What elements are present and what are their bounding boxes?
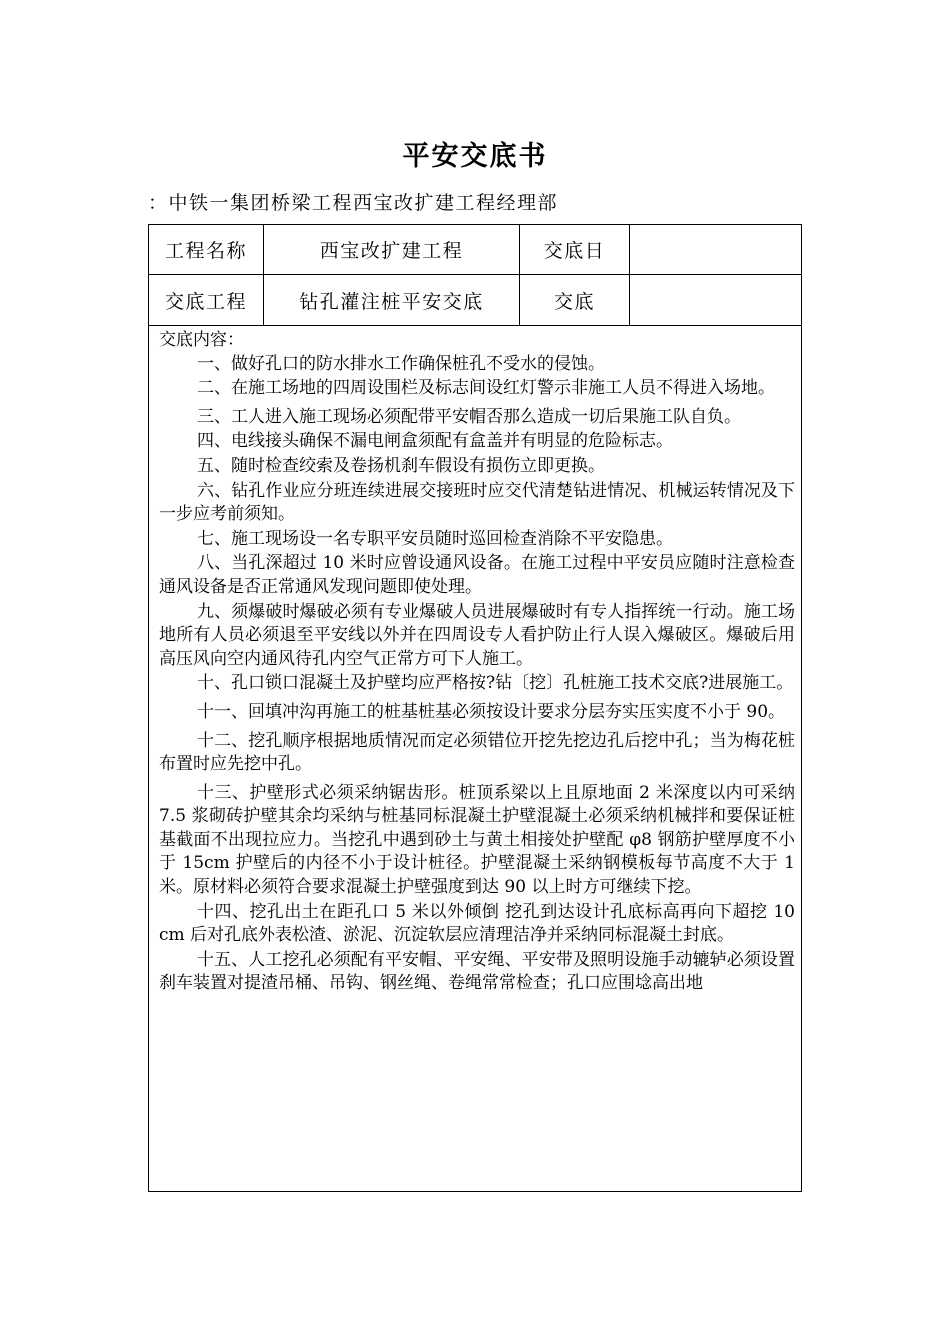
list-item: 十五、人工挖孔必须配有平安帽、平安绳、平安带及照明设施手动辘轳必须设置刹车装置对提渣吊桶、吊钩、钢丝绳、卷绳常常检查；孔口应围埝高出地 xyxy=(159,949,795,994)
content-heading: 交底内容： xyxy=(159,330,244,350)
list-item: 九、须爆破时爆破必须有专业爆破人员进展爆破时有专人指挥统一行动。施工场地所有人员必须退至平安线以外并在四周设专人看护防止行人误入爆破区。爆破后用高压风向空内通风待孔内空气正常方可下人施工。 xyxy=(159,601,795,669)
handover-project-label: 交底工程 xyxy=(164,290,247,313)
list-item: 十二、挖孔顺序根据地质情况而定必须错位开挖先挖边孔后挖中孔；当为梅花桩布置时应先挖中孔。 xyxy=(159,730,795,775)
list-item: 二、在施工场地的四周设围栏及标志间设红灯警示非施工人员不得进入场地。 xyxy=(197,378,775,399)
handover-table xyxy=(148,224,802,1192)
table-divider xyxy=(149,325,801,326)
list-item: 七、施工现场设一名专职平安员随时巡回检查消除不平安隐患。 xyxy=(197,528,673,549)
handover-content xyxy=(159,329,795,997)
handover-project-value: 钻孔灌注桩平安交底 xyxy=(299,290,484,313)
handover-by-value xyxy=(630,275,801,325)
list-item: 十三、护壁形式必须采纳锯齿形。桩顶系梁以上且原地面 2 米深度以内可采纳 7.5 浆砌砖护壁其余均采纳与桩基同标混凝土护壁混凝土必须采纳机械拌和要保证桩基截面不出现拉应力。当挖孔中遇到砂土与黄土相接处护壁配 φ8 钢筋护壁厚度不小于 15cm 护壁后的内径不小于设计桩径。护壁混凝土采纳钢模板每节高度不大于 1 米。原材料必须符合要求混凝土护壁强度到达 90 以上时方可继续下挖。 xyxy=(159,782,795,898)
recipient-line: ：中铁一集团桥梁工程西宝改扩建工程经理部 xyxy=(148,192,559,214)
list-item: 八、当孔深超过 10 米时应曾设通风设备。在施工过程中平安员应随时注意检查通风设备是否正常通风发现问题即使处理。 xyxy=(159,553,795,597)
project-name-label: 工程名称 xyxy=(164,240,247,262)
handover-by-label: 交底 xyxy=(553,290,595,313)
project-name-value: 西宝改扩建工程 xyxy=(319,240,464,262)
list-item: 五、随时检查绞索及卷扬机刹车假设有损伤立即更换。 xyxy=(197,455,605,476)
list-item: 十四、挖孔出土在距孔口 5 米以外倾倒 挖孔到达设计孔底标高再向下超挖 10 cm 后对孔底外表松渣、淤泥、沉淀软层应清理洁净并采纳同标混凝土封底。 xyxy=(159,901,795,946)
list-item: 一、做好孔口的防水排水工作确保桩孔不受水的侵蚀。 xyxy=(197,353,605,374)
list-item: 六、钻孔作业应分班连续进展交接班时应交代清楚钻进情况、机械运转情况及下一步应考前须知。 xyxy=(159,480,795,525)
handover-date-value xyxy=(630,225,801,274)
handover-date-label: 交底日 xyxy=(543,240,606,262)
list-item: 十一、回填冲沟再施工的桩基桩基必须按设计要求分层夯实压实度不小于 90。 xyxy=(197,701,786,722)
list-item: 十、孔口锁口混凝土及护壁均应严格按?钻〔挖〕孔桩施工技术交底?进展施工。 xyxy=(197,673,794,694)
list-item: 三、工人进入施工现场必须配带平安帽否那么造成一切后果施工队自负。 xyxy=(197,406,741,427)
list-item: 四、电线接头确保不漏电闸盒须配有盒盖并有明显的危险标志。 xyxy=(197,431,673,452)
document-title: 平安交底书 xyxy=(402,141,548,172)
